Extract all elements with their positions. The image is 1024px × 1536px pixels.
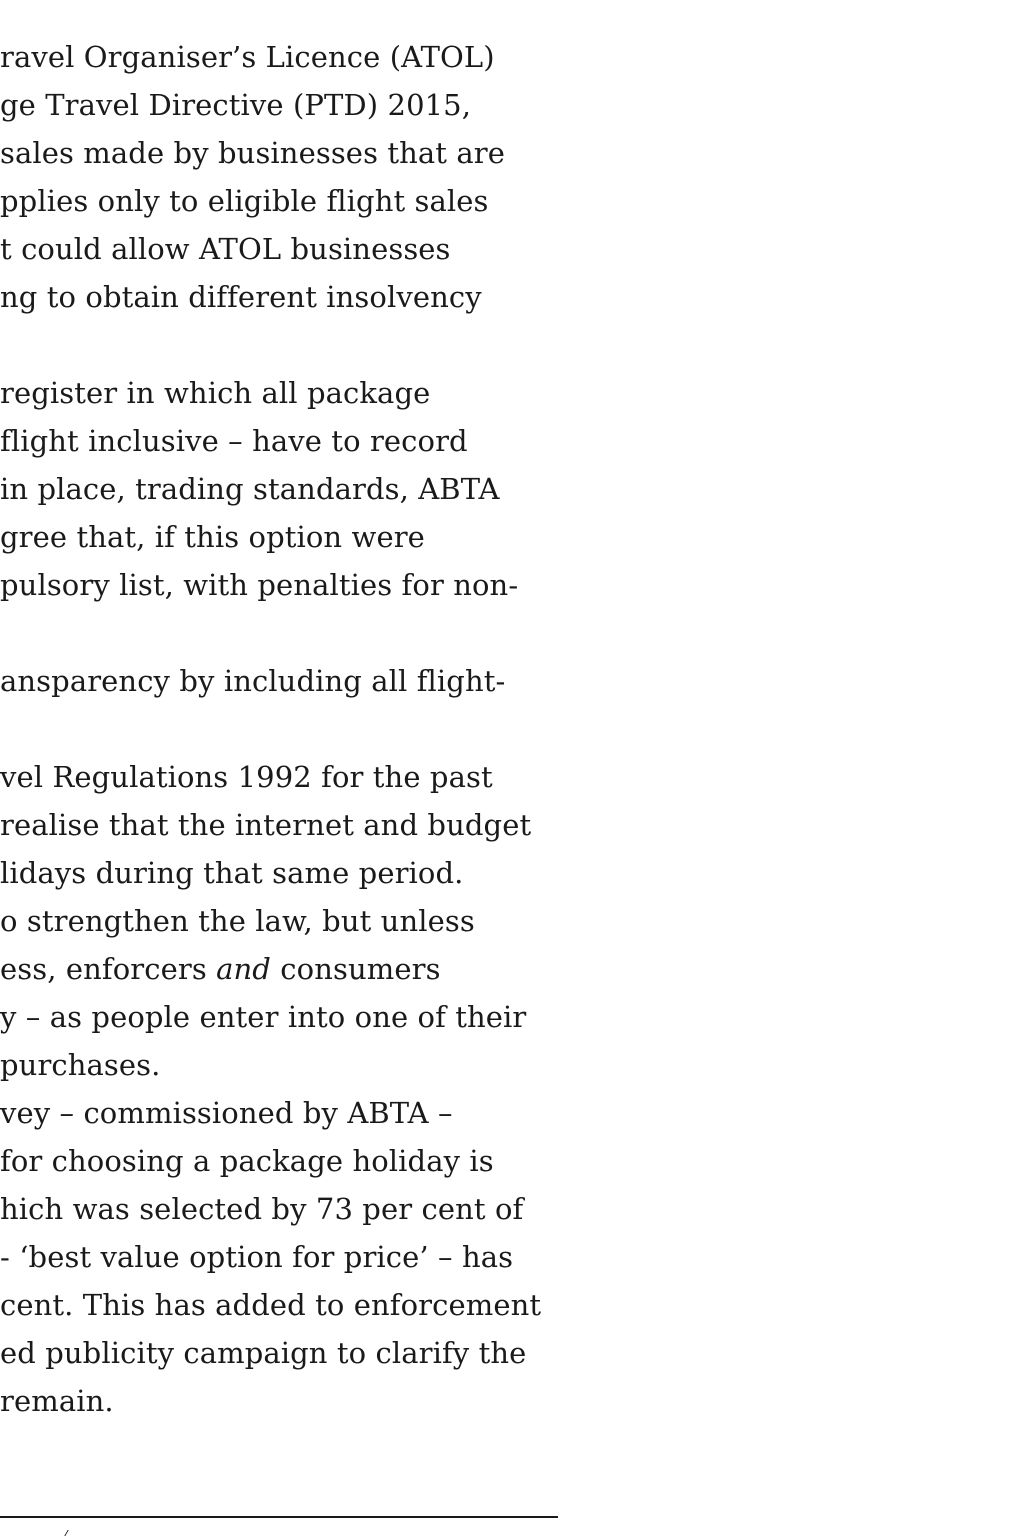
text-line: hich was selected by 73 per cent of [0,1192,524,1226]
text-line: remain. [0,1384,114,1418]
text-line: cent. This has added to enforcement [0,1288,542,1322]
italic-word: and [216,952,271,986]
text-line: y – as people enter into one of their [0,1000,527,1034]
text-line: lidays during that same period. [0,856,464,890]
text-line: ge Travel Directive (PTD) 2015, [0,88,472,122]
text-line: pplies only to eligible flight sales [0,184,489,218]
text-line: purchases. [0,1048,161,1082]
text-line: sales made by businesses that are [0,136,505,170]
text-line: ng to obtain different insolvency [0,280,482,314]
text-line-with-italic [0,949,441,989]
text-line: gree that, if this option were [0,520,425,554]
text-line: t could allow ATOL businesses [0,232,451,266]
text-line: register in which all package [0,376,431,410]
text-line: o strengthen the law, but unless [0,904,475,938]
text-line: flight inclusive – have to record [0,424,468,458]
text-line: realise that the internet and budget [0,808,532,842]
text-line: vel Regulations 1992 for the past [0,760,493,794]
text-line: - ‘best value option for price’ – has [0,1240,514,1274]
text-line: vey – commissioned by ABTA – [0,1096,453,1130]
text-segment: consumers [270,952,441,986]
text-line: ed publicity campaign to clarify the [0,1336,527,1370]
text-line: ansparency by including all flight- [0,664,506,698]
text-line: ravel Organiser’s Licence (ATOL) [0,40,495,74]
text-line: in place, trading standards, ABTA [0,472,500,506]
text-line: for choosing a package holiday is [0,1144,494,1178]
footnote-mark-fragment [64,1530,74,1536]
text-line: pulsory list, with penalties for non- [0,568,519,602]
text-segment: ess, enforcers [0,952,217,986]
footnote-divider [0,1516,558,1518]
